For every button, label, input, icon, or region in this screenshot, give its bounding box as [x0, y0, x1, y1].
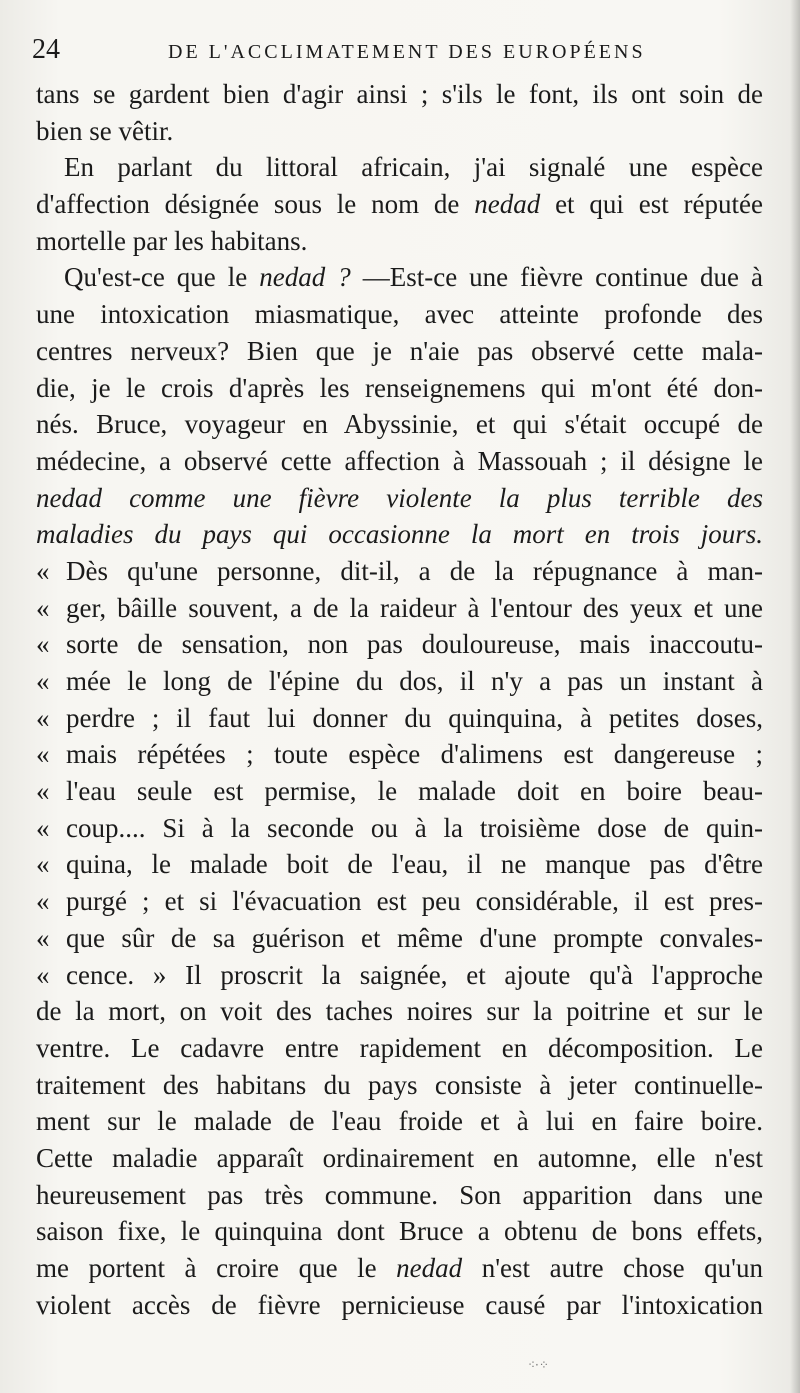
- text-segment: heureusement pas très commune. Son apparition dans une: [36, 1179, 763, 1210]
- quote-mark: «: [36, 812, 50, 843]
- text-segment: Dès qu'une personne, dit-il, a de la répugnance à man-: [66, 555, 763, 586]
- text-segment: sorte de sensation, non pas douloureuse, mais inaccoutu-: [66, 629, 763, 660]
- text-segment: En parlant du littoral africain, j'ai signalé une espèce: [64, 152, 763, 183]
- text-segment: Qu'est-ce que le: [64, 262, 260, 293]
- text-segment: Cette maladie apparaît ordinairement en automne, elle n'est: [36, 1142, 763, 1173]
- text-line: [36, 333, 763, 370]
- text-segment: cence. » Il proscrit la saignée, et ajoute qu'à l'approche: [66, 959, 763, 990]
- quote-mark: «: [36, 629, 50, 660]
- text-line: [36, 810, 763, 847]
- body-text: [36, 76, 763, 1323]
- text-line: [36, 846, 763, 883]
- text-segment: die, je le crois d'après les renseignemens qui m'ont été don-: [36, 372, 763, 403]
- text-segment: bien se vêtir.: [36, 115, 174, 146]
- text-segment: que sûr de sa guérison et même d'une prompte convales-: [66, 922, 763, 953]
- text-segment: perdre ; il faut lui donner du quinquina, à petites doses,: [66, 702, 763, 733]
- italic-segment: nedad: [396, 1253, 463, 1283]
- text-segment: violent accès de fièvre pernicieuse causé par l'intoxication: [36, 1289, 763, 1320]
- text-line: [36, 1140, 763, 1177]
- quote-mark: «: [36, 922, 50, 953]
- quote-mark: «: [36, 849, 50, 880]
- text-segment: nés. Bruce, voyageur en Abyssinie, et qui s'était occupé de: [36, 409, 763, 440]
- text-line: [36, 370, 763, 407]
- text-segment: purgé ; et si l'évacuation est peu considérable, il est pres-: [66, 886, 763, 917]
- text-line: [36, 1067, 763, 1104]
- text-line: [36, 883, 763, 920]
- text-line: [36, 553, 763, 590]
- text-segment: centres nerveux? Bien que je n'aie pas observé cette mala-: [36, 335, 763, 366]
- quote-mark: «: [36, 886, 50, 917]
- text-segment: d'affection désignée sous le nom de: [36, 189, 475, 220]
- text-line: [36, 736, 763, 773]
- text-segment: mée le long de l'épine du dos, il n'y a pas un instant à: [66, 666, 763, 696]
- quote-mark: «: [36, 666, 50, 696]
- text-line: [36, 113, 763, 150]
- text-segment: et qui est réputée: [540, 189, 763, 220]
- text-segment: l'eau seule est permise, le malade doit en boire beau-: [66, 776, 763, 807]
- text-segment: médecine, a observé cette affection à Massouah ; il désigne le: [36, 445, 763, 476]
- page-edge-shadow: [790, 0, 800, 1393]
- text-segment: n'est autre chose qu'un: [462, 1253, 763, 1283]
- text-line: [36, 406, 763, 443]
- text-line: [36, 993, 763, 1030]
- text-line: [36, 663, 763, 700]
- text-line: [36, 590, 763, 627]
- text-line: [36, 1103, 763, 1140]
- text-segment: mais répétées ; toute espèce d'alimens est dangereuse ;: [66, 739, 763, 770]
- text-line: [36, 259, 763, 296]
- italic-segment: maladies du pays qui occasionne la mort en trois jours.: [36, 519, 763, 550]
- text-segment: mortelle par les habitans.: [36, 225, 308, 256]
- italic-segment: nedad ?: [259, 262, 351, 293]
- quote-mark: «: [36, 739, 50, 770]
- quote-mark: «: [36, 776, 50, 807]
- text-line: [36, 1213, 763, 1250]
- text-line: [36, 223, 763, 260]
- text-line: [36, 480, 763, 517]
- text-line: [36, 626, 763, 663]
- text-line: [36, 296, 763, 333]
- page-number: 24: [32, 34, 60, 65]
- quote-mark: «: [36, 555, 50, 586]
- quote-mark: «: [36, 702, 50, 733]
- text-line: [36, 920, 763, 957]
- text-line: [36, 773, 763, 810]
- text-line: [36, 516, 763, 553]
- text-segment: tans se gardent bien d'agir ainsi ; s'ils le font, ils ont soin de: [36, 79, 763, 109]
- text-segment: traitement des habitans du pays consiste à jeter continuelle-: [36, 1069, 763, 1100]
- text-line: [36, 1287, 763, 1324]
- running-head-title: DE L'ACCLIMATEMENT DES EUROPÉENS: [168, 41, 646, 63]
- running-head: [32, 32, 772, 72]
- text-segment: me portent à croire que le: [36, 1253, 397, 1283]
- print-mark: ⁖·⁘: [528, 1358, 549, 1372]
- text-segment: coup.... Si à la seconde ou à la troisième dose de quin-: [66, 812, 763, 843]
- text-line: [36, 149, 763, 186]
- italic-segment: nedad: [474, 189, 541, 220]
- quote-mark: «: [36, 959, 50, 990]
- text-line: [36, 957, 763, 994]
- text-line: [36, 76, 763, 113]
- text-line: [36, 1177, 763, 1214]
- text-segment: une intoxication miasmatique, avec atteinte profonde des: [36, 299, 763, 330]
- text-segment: ment sur le malade de l'eau froide et à lui en faire boire.: [36, 1106, 763, 1137]
- text-segment: ventre. Le cadavre entre rapidement en décomposition. Le: [36, 1032, 763, 1063]
- text-segment: de la mort, on voit des taches noires sur la poitrine et sur le: [36, 996, 763, 1027]
- text-segment: saison fixe, le quinquina dont Bruce a obtenu de bons effets,: [36, 1216, 763, 1247]
- text-segment: —Est-ce une fièvre continue due à: [350, 262, 763, 293]
- italic-segment: nedad comme une fièvre violente la plus terrible des: [36, 482, 763, 513]
- text-line: [36, 700, 763, 737]
- text-segment: ger, bâille souvent, a de la raideur à l'entour des yeux et une: [66, 592, 763, 623]
- text-line: [36, 1030, 763, 1067]
- text-line: [36, 186, 763, 223]
- text-line: [36, 443, 763, 480]
- quote-mark: «: [36, 592, 50, 623]
- text-segment: quina, le malade boit de l'eau, il ne manque pas d'être: [66, 849, 763, 880]
- text-line: [36, 1250, 763, 1287]
